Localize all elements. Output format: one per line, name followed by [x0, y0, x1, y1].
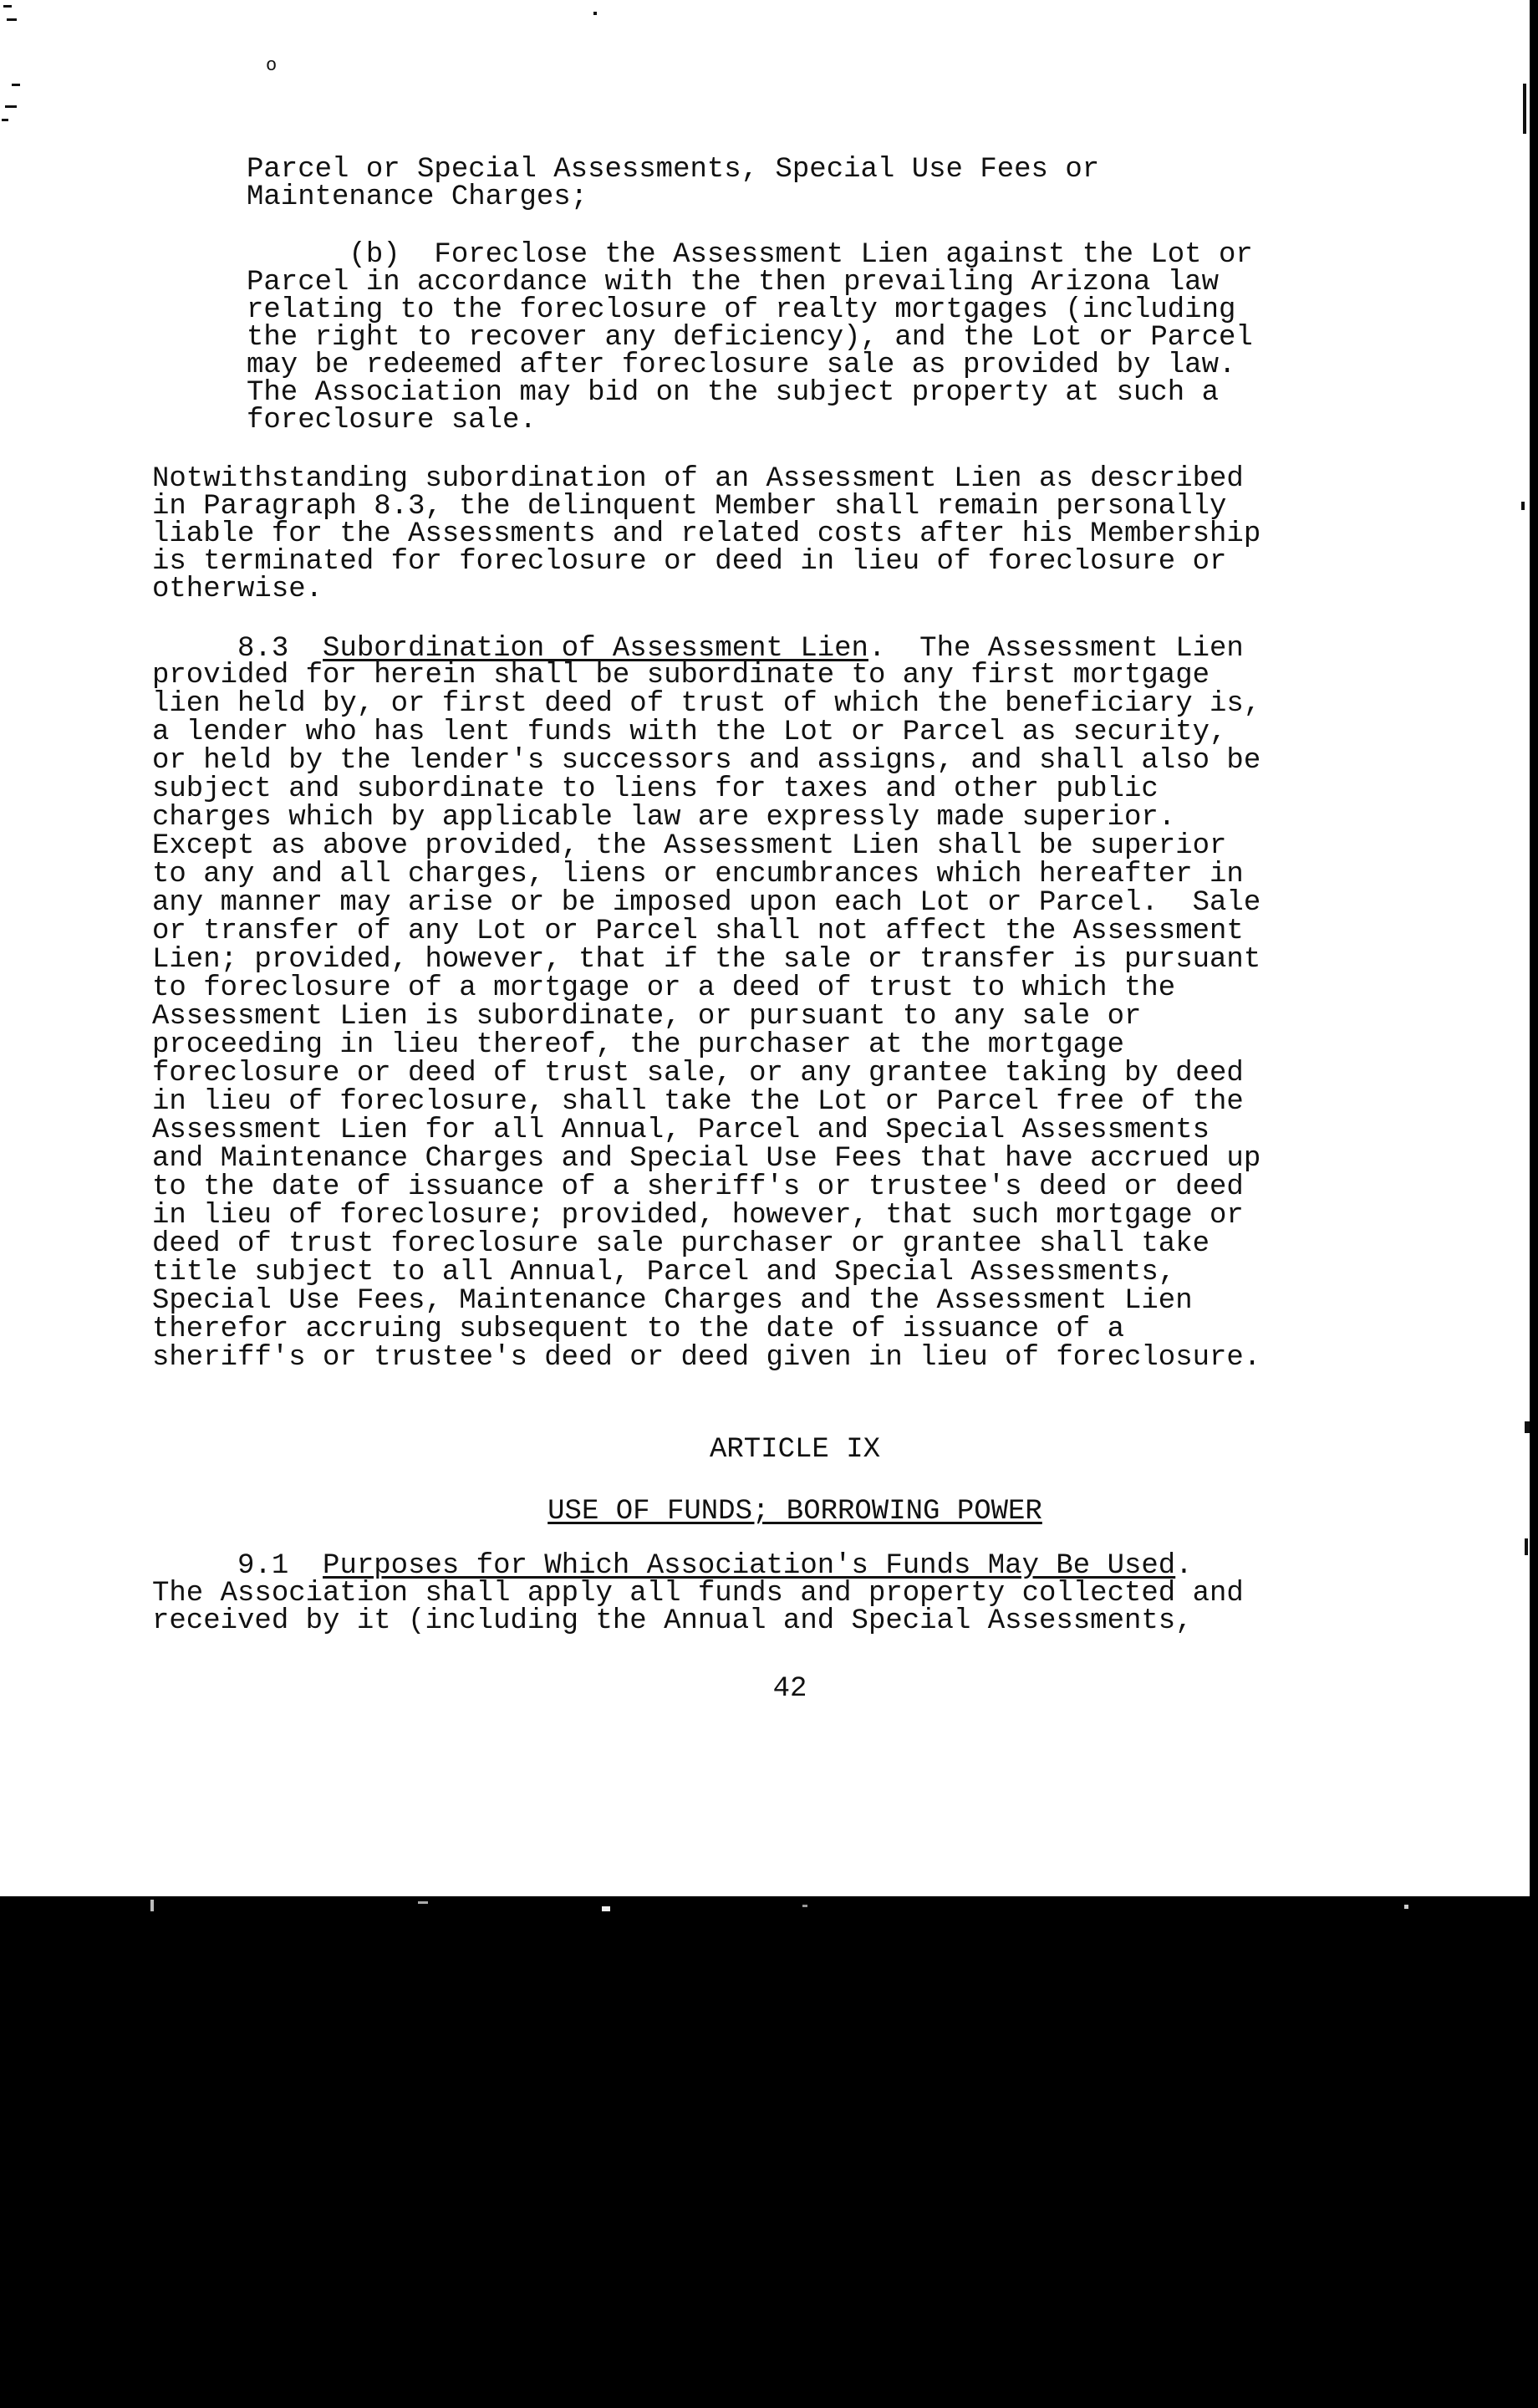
text-line: The Association may bid on the subject property at such a [247, 377, 1219, 409]
section-heading-line [152, 1550, 1193, 1582]
text-line: Lien; provided, however, that if the sale or transfer is pursuant [152, 944, 1261, 976]
text-line: to the date of issuance of a sheriff's or trustee's deed or deed [152, 1171, 1244, 1203]
text-line: Parcel in accordance with the then prevailing Arizona law [247, 267, 1219, 298]
text-line: Notwithstanding subordination of an Assessment Lien as described [152, 463, 1244, 495]
text-line: is terminated for foreclosure or deed in lieu of foreclosure or [152, 546, 1227, 578]
text-line: title subject to all Annual, Parcel and Special Assessments, [152, 1257, 1176, 1288]
text-line: (b) Foreclose the Assessment Lien against the Lot or [247, 239, 1253, 271]
page-number: 42 [772, 1673, 807, 1705]
scan-artefact [593, 12, 597, 15]
scan-artefact [602, 1906, 610, 1911]
text-line: and Maintenance Charges and Special Use Fees that have accrued up [152, 1143, 1261, 1175]
text-line: deed of trust foreclosure sale purchaser or grantee shall take [152, 1228, 1210, 1260]
text-line: Special Use Fees, Maintenance Charges and the Assessment Lien [152, 1285, 1193, 1317]
text-line: or held by the lender's successors and assigns, and shall also be [152, 745, 1261, 777]
section-title: Subordination of Assessment Lien [323, 633, 868, 665]
text-line: proceeding in lieu thereof, the purchaser at the mortgage [152, 1029, 1124, 1061]
scan-artefact [7, 18, 17, 21]
top-mark: o [266, 55, 278, 76]
text-line: to any and all charges, liens or encumbrances which hereafter in [152, 859, 1244, 890]
scan-artefact [2, 119, 8, 121]
text-line: in lieu of foreclosure, shall take the Lot or Parcel free of the [152, 1086, 1244, 1118]
text-line: any manner may arise or be imposed upon each Lot or Parcel. Sale [152, 887, 1261, 919]
scan-artefact [802, 1905, 807, 1907]
text-line: or transfer of any Lot or Parcel shall not affect the Assessment [152, 916, 1244, 947]
text-line: lien held by, or first deed of trust of which the beneficiary is, [152, 688, 1261, 720]
text-line: foreclosure or deed of trust sale, or any grantee taking by deed [152, 1058, 1244, 1089]
scan-artefact [1521, 502, 1525, 510]
scan-artefact [5, 105, 17, 108]
text-line: sheriff's or trustee's deed or deed given in lieu of foreclosure. [152, 1342, 1261, 1374]
scan-artefact [1525, 1421, 1530, 1433]
text-line: charges which by applicable law are expressly made superior. [152, 802, 1176, 834]
scan-artefact [1404, 1905, 1408, 1909]
text-line: relating to the foreclosure of realty mortgages (including [247, 294, 1236, 326]
text-line: Assessment Lien for all Annual, Parcel and Special Assessments [152, 1115, 1210, 1146]
text-line: in Paragraph 8.3, the delinquent Member shall remain personally [152, 491, 1227, 523]
section-title: Purposes for Which Association's Funds May Be Used [323, 1550, 1176, 1582]
text-line: received by it (including the Annual and Special Assessments, [152, 1605, 1193, 1637]
text-line: the right to recover any deficiency), and the Lot or Parcel [247, 322, 1253, 354]
scan-artefact [418, 1901, 428, 1904]
text-line: Except as above provided, the Assessment Lien shall be superior [152, 830, 1227, 862]
text-line: may be redeemed after foreclosure sale as provided by law. [247, 349, 1236, 381]
scan-artefact [150, 1900, 154, 1911]
text-line: . The Assessment Lien [868, 633, 1244, 665]
text-line: subject and subordinate to liens for taxes and other public [152, 773, 1159, 805]
text-line: . [1175, 1550, 1193, 1582]
text-line: liable for the Assessments and related costs after his Membership [152, 518, 1261, 550]
article-heading: ARTICLE IX [709, 1434, 881, 1466]
text-line: therefor accruing subsequent to the date of issuance of a [152, 1314, 1124, 1345]
text-line: The Association shall apply all funds and property collected and [152, 1578, 1244, 1610]
section-number: 8.3 [152, 633, 323, 665]
article-title: USE OF FUNDS; BORROWING POWER [547, 1496, 1042, 1528]
text-line: a lender who has lent funds with the Lot or Parcel as security, [152, 717, 1227, 748]
text-line: to foreclosure of a mortgage or a deed of trust to which the [152, 972, 1176, 1004]
text-line: foreclosure sale. [247, 405, 537, 436]
text-line: otherwise. [152, 574, 323, 605]
scan-artefact [1525, 1538, 1528, 1555]
text-line: Maintenance Charges; [247, 181, 588, 213]
text-line: Parcel or Special Assessments, Special Use Fees or [247, 154, 1100, 186]
text-line: Assessment Lien is subordinate, or pursuant to any sale or [152, 1001, 1142, 1033]
scan-artefact [12, 84, 20, 86]
scan-artefact [3, 5, 12, 8]
section-number: 9.1 [152, 1550, 323, 1582]
text-line: in lieu of foreclosure; provided, however, that such mortgage or [152, 1200, 1244, 1232]
scan-artefact [1523, 84, 1526, 134]
text-line: provided for herein shall be subordinate to any first mortgage [152, 660, 1210, 691]
